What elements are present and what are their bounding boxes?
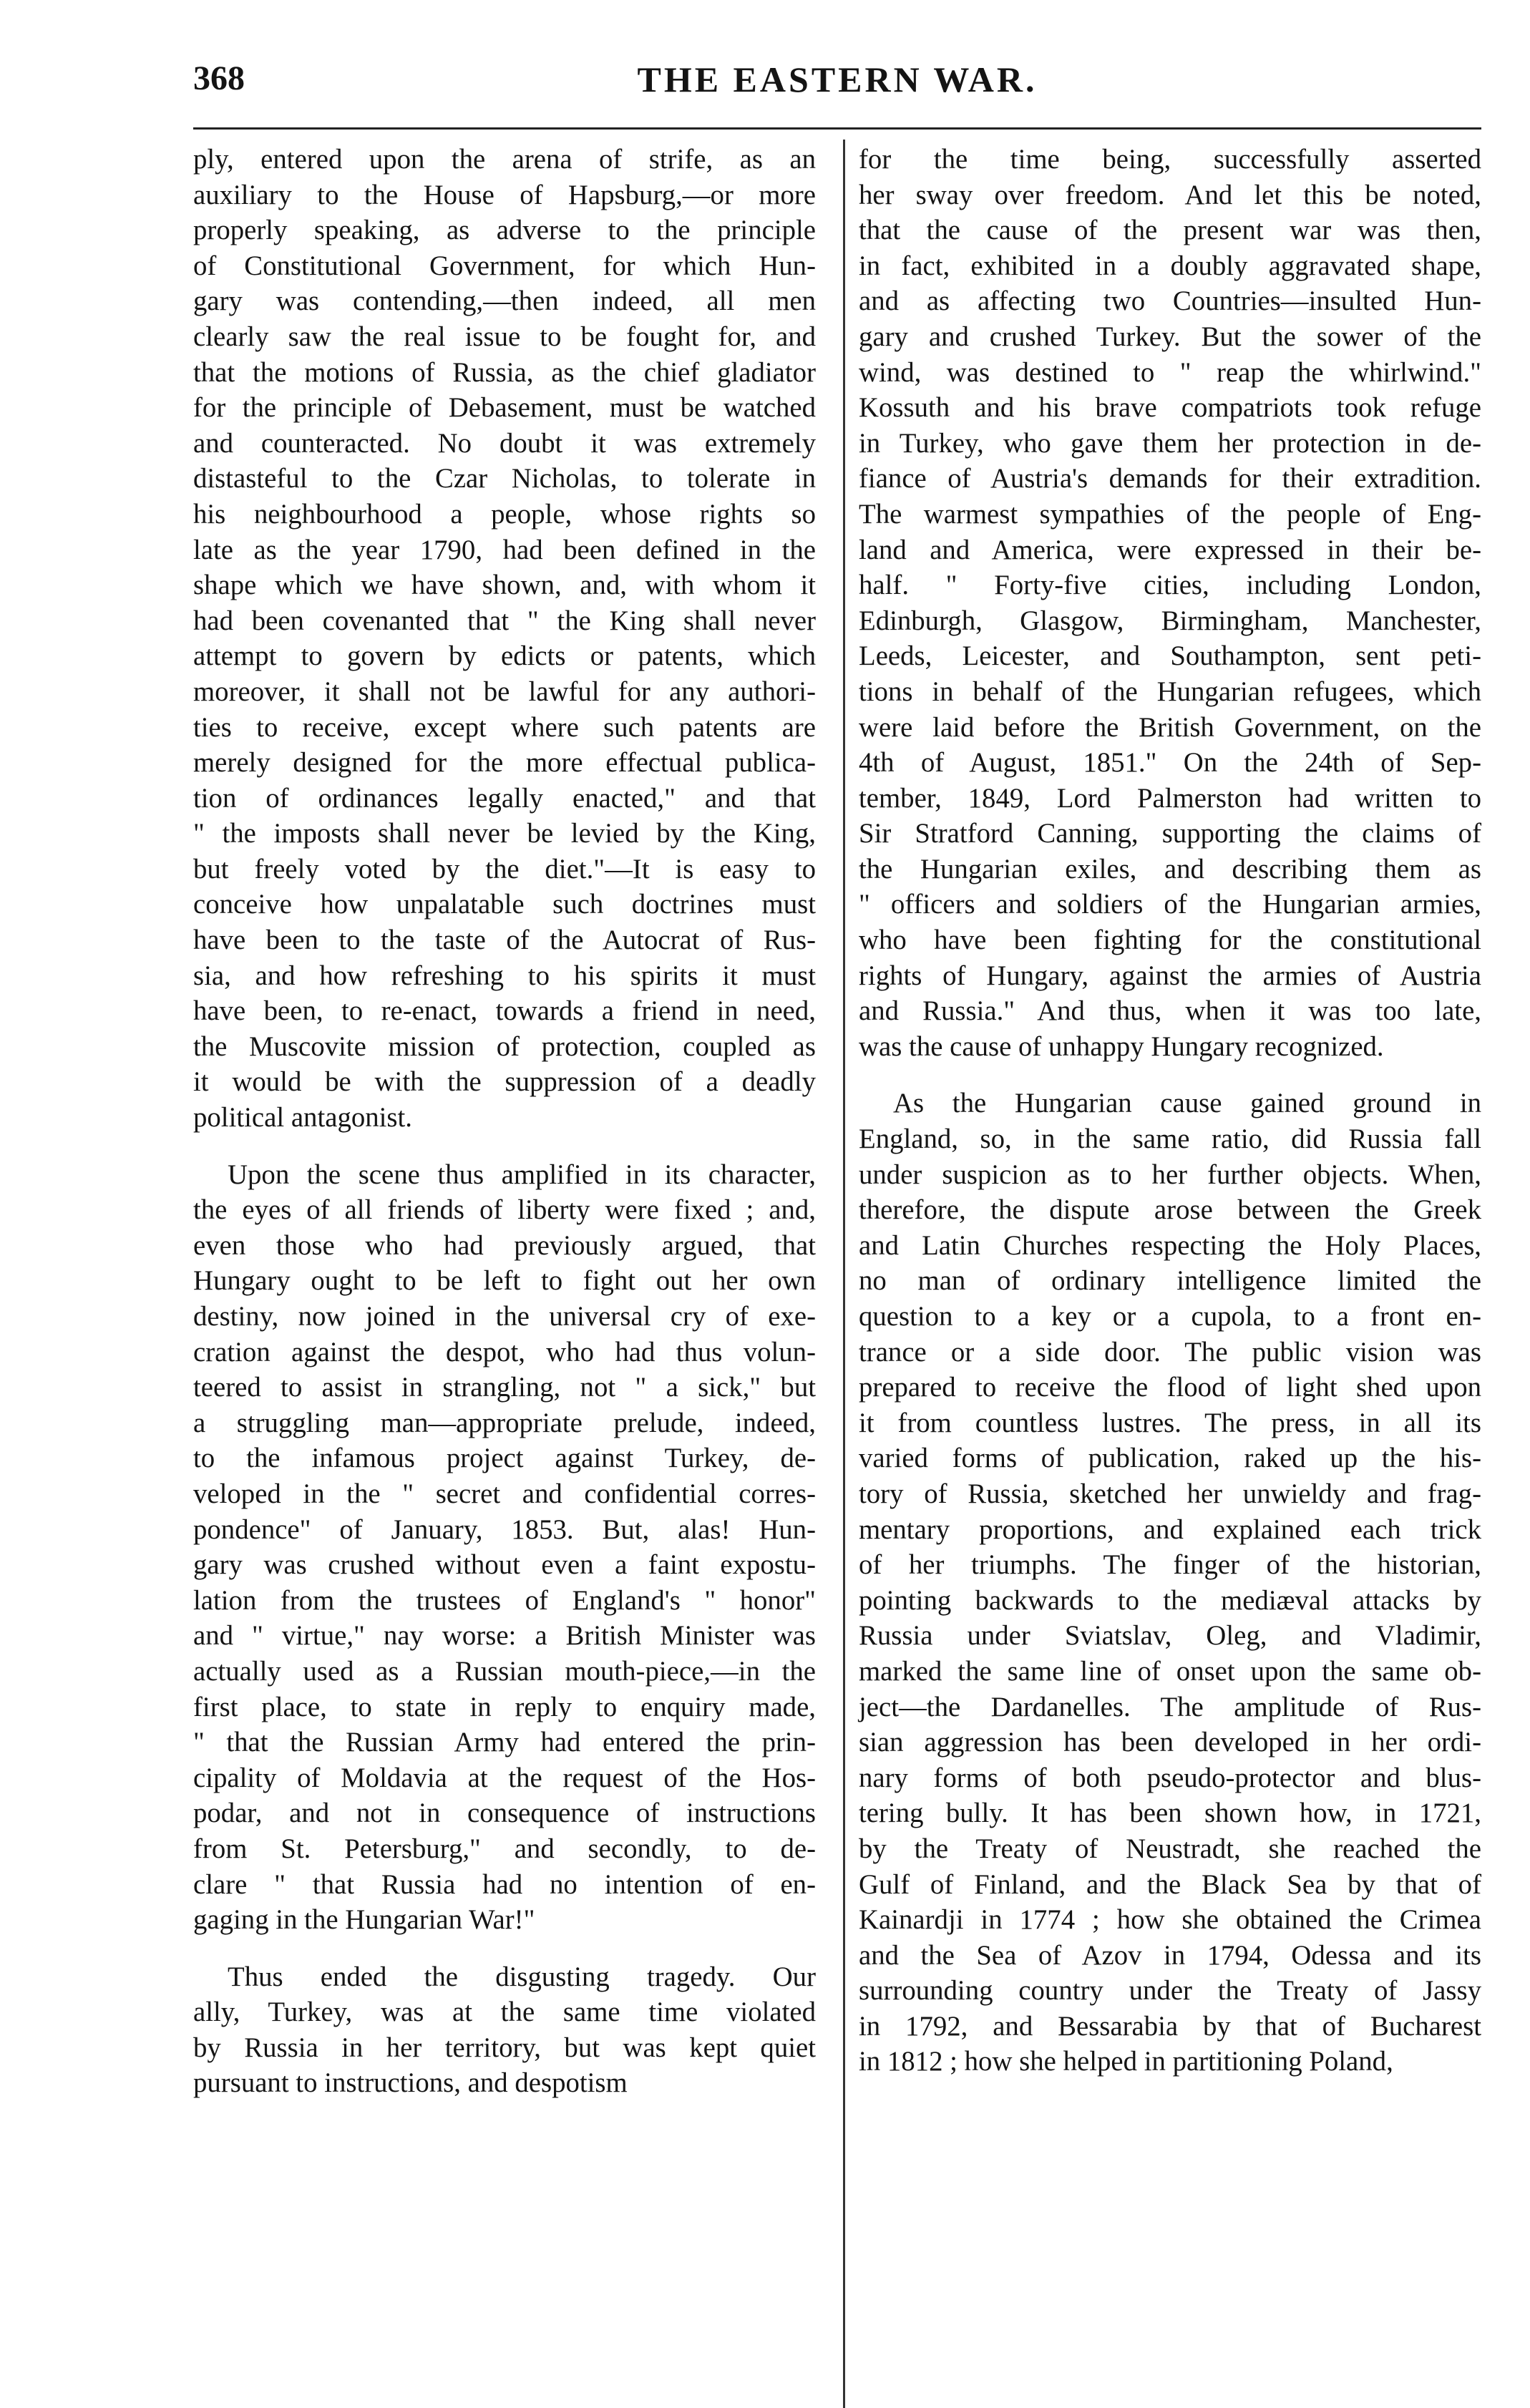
running-title: THE EASTERN WAR. [637, 59, 1038, 99]
text-line: even those who had previously argued, that [193, 1229, 816, 1261]
text-line: and the Sea of Azov in 1794, Odessa and its [859, 1939, 1481, 1971]
text-line: nary forms of both pseudo-protector and blus- [859, 1762, 1481, 1793]
text-line: clearly saw the real issue to be fought for, and [193, 321, 816, 352]
text-line: fiance of Austria's demands for their extradition. [859, 463, 1481, 494]
text-line: tory of Russia, sketched her unwieldy and frag- [859, 1478, 1481, 1509]
text-line: varied forms of publication, raked up the his- [859, 1443, 1481, 1474]
text-line: the eyes of all friends of liberty were fixed ; and, [193, 1194, 816, 1226]
text-line: that the cause of the present war was then, [859, 215, 1481, 246]
text-line: the Hungarian exiles, and describing them as [859, 853, 1481, 884]
left-paragraph-3 [193, 1959, 816, 2101]
header-rule [193, 127, 1481, 130]
text-line: destiny, now joined in the universal cry of exe- [193, 1301, 816, 1332]
text-line: from St. Petersburg," and secondly, to de- [193, 1833, 816, 1864]
text-line: ties to receive, except where such patents are [193, 711, 816, 743]
text-line: podar, and not in consequence of instructions [193, 1798, 816, 1829]
left-paragraph-2 [193, 1157, 816, 1938]
text-line: Hungary ought to be left to fight out her own [193, 1265, 816, 1297]
text-line: trance or a side door. The public vision was [859, 1336, 1481, 1368]
text-line: auxiliary to the House of Hapsburg,—or more [193, 179, 816, 210]
text-line: gaging in the Hungarian War!" [193, 1904, 535, 1936]
page-number: 368 [193, 59, 245, 97]
text-line: tions in behalf of the Hungarian refugees, which [859, 676, 1481, 707]
text-line: gary was crushed without even a faint expostu- [193, 1549, 816, 1581]
text-line: for the principle of Debasement, must be watched [193, 392, 816, 424]
text-line: have been to the taste of the Autocrat of Rus- [193, 925, 816, 956]
text-line: his neighbourhood a people, whose rights so [193, 498, 816, 530]
text-line: tion of ordinances legally enacted," and that [193, 782, 816, 814]
text-line: by the Treaty of Neustradt, she reached the [859, 1833, 1481, 1864]
text-line: by Russia in her territory, but was kept quiet [193, 2032, 816, 2063]
text-line: in 1812 ; how she helped in partitioning Poland, [859, 2046, 1393, 2077]
page-header [193, 59, 1481, 116]
text-line: lation from the trustees of England's " honor" [193, 1584, 816, 1616]
text-line: question to a key or a cupola, to a front en- [859, 1301, 1481, 1332]
text-line: half. " Forty-five cities, including London, [859, 570, 1481, 601]
text-line: Gulf of Finland, and the Black Sea by that of [859, 1868, 1481, 1900]
text-line: pointing backwards to the mediæval attacks by [859, 1584, 1481, 1616]
left-paragraph-1 [193, 142, 816, 1136]
text-line: her sway over freedom. And let this be noted, [859, 179, 1481, 210]
text-line: cration against the despot, who had thus volun- [193, 1336, 816, 1368]
text-line: and Latin Churches respecting the Holy Places, [859, 1229, 1481, 1261]
text-line: teered to assist in strangling, not " a sick," but [193, 1372, 816, 1403]
text-line: and " virtue," nay worse: a British Minister was [193, 1620, 816, 1652]
text-line: first place, to state in reply to enquiry made, [193, 1691, 816, 1722]
text-line: Upon the scene thus amplified in its character, [228, 1159, 816, 1190]
text-line: The warmest sympathies of the people of Eng- [859, 498, 1481, 530]
text-line: clare " that Russia had no intention of en- [193, 1868, 816, 1900]
text-line: Kainardji in 1774 ; how she obtained the Crimea [859, 1904, 1481, 1936]
text-line: prepared to receive the flood of light shed upon [859, 1372, 1481, 1403]
text-line: 4th of August, 1851." On the 24th of Sep- [859, 747, 1481, 779]
left-column [193, 142, 816, 2101]
text-line: Leeds, Leicester, and Southampton, sent peti- [859, 640, 1481, 672]
text-line: tember, 1849, Lord Palmerston had written to [859, 782, 1481, 814]
text-line: distasteful to the Czar Nicholas, to tolerate in [193, 463, 816, 494]
right-paragraph-2 [859, 1086, 1481, 2080]
text-line: merely designed for the more effectual publica- [193, 747, 816, 779]
text-line: sia, and how refreshing to his spirits it must [193, 960, 816, 991]
text-line: and as affecting two Countries—insulted Hun- [859, 286, 1481, 317]
text-line: pursuant to instructions, and despotism [193, 2067, 628, 2099]
text-line: it would be with the suppression of a deadly [193, 1066, 816, 1098]
text-line: was the cause of unhappy Hungary recognized. [859, 1030, 1384, 1062]
text-line: " the imposts shall never be levied by the King, [193, 818, 816, 849]
text-line: land and America, were expressed in their be- [859, 534, 1481, 565]
text-line: " that the Russian Army had entered the prin- [193, 1727, 816, 1758]
text-line: a struggling man—appropriate prelude, indeed, [193, 1407, 816, 1438]
text-line: therefore, the dispute arose between the Greek [859, 1194, 1481, 1226]
text-line: rights of Hungary, against the armies of Austria [859, 960, 1481, 991]
text-line: Russia under Sviatslav, Oleg, and Vladimir, [859, 1620, 1481, 1652]
text-line: wind, was destined to " reap the whirlwind." [859, 356, 1481, 388]
text-line: and counteracted. No doubt it was extremely [193, 427, 816, 459]
text-line: no man of ordinary intelligence limited the [859, 1265, 1481, 1297]
text-line: Sir Stratford Canning, supporting the claims of [859, 818, 1481, 849]
text-line: that the motions of Russia, as the chief gladiator [193, 356, 816, 388]
text-line: it from countless lustres. The press, in all its [859, 1407, 1481, 1438]
text-line: late as the year 1790, had been defined in the [193, 534, 816, 565]
text-line: in Turkey, who gave them her protection in de- [859, 427, 1481, 459]
text-line: mentary proportions, and explained each trick [859, 1513, 1481, 1545]
text-line: for the time being, successfully asserted [859, 144, 1481, 175]
text-line: sian aggression has been developed in her ordi- [859, 1727, 1481, 1758]
text-line: marked the same line of onset upon the same ob- [859, 1655, 1481, 1687]
text-line: Kossuth and his brave compatriots took refuge [859, 392, 1481, 424]
column-divider [843, 140, 845, 2408]
text-line: under suspicion as to her further objects. When, [859, 1159, 1481, 1190]
text-line: gary and crushed Turkey. But the sower of the [859, 321, 1481, 352]
text-line: have been, to re-enact, towards a friend in need, [193, 995, 816, 1027]
text-line: of her triumphs. The finger of the historian, [859, 1549, 1481, 1581]
text-line: ply, entered upon the arena of strife, as an [193, 144, 816, 175]
text-line: gary was contending,—then indeed, all men [193, 286, 816, 317]
text-line: pondence" of January, 1853. But, alas! Hun- [193, 1513, 816, 1545]
text-line: but freely voted by the diet."—It is easy to [193, 853, 816, 884]
text-line: properly speaking, as adverse to the principle [193, 215, 816, 246]
text-line: the Muscovite mission of protection, coupled as [193, 1030, 816, 1062]
text-line: actually used as a Russian mouth-piece,—in the [193, 1655, 816, 1687]
text-line: were laid before the British Government, on the [859, 711, 1481, 743]
text-line: to the infamous project against Turkey, de- [193, 1443, 816, 1474]
text-line: who have been fighting for the constitutional [859, 925, 1481, 956]
text-line: in fact, exhibited in a doubly aggravated shape, [859, 250, 1481, 281]
text-line: and Russia." And thus, when it was too late, [859, 995, 1481, 1027]
text-line: conceive how unpalatable such doctrines must [193, 889, 816, 920]
right-column [859, 142, 1481, 2080]
text-line: political antagonist. [193, 1102, 412, 1134]
text-line: ally, Turkey, was at the same time violated [193, 1997, 816, 2028]
text-line: of Constitutional Government, for which Hun- [193, 250, 816, 281]
text-line: England, so, in the same ratio, did Russia fall [859, 1123, 1481, 1155]
text-line: tering bully. It has been shown how, in 1721, [859, 1798, 1481, 1829]
text-line: Thus ended the disgusting tragedy. Our [228, 1961, 816, 1992]
text-line: in 1792, and Bessarabia by that of Bucharest [859, 2010, 1481, 2042]
text-line: moreover, it shall not be lawful for any authori- [193, 676, 816, 707]
text-line: ject—the Dardanelles. The amplitude of Rus- [859, 1691, 1481, 1722]
text-line: As the Hungarian cause gained ground in [893, 1088, 1481, 1119]
right-paragraph-1 [859, 142, 1481, 1064]
text-line: attempt to govern by edicts or patents, which [193, 640, 816, 672]
text-line: surrounding country under the Treaty of Jassy [859, 1975, 1481, 2007]
text-line: veloped in the " secret and confidential corres- [193, 1478, 816, 1509]
text-line: shape which we have shown, and, with whom it [193, 570, 816, 601]
text-line: Edinburgh, Glasgow, Birmingham, Manchester, [859, 605, 1481, 636]
text-line: " officers and soldiers of the Hungarian armies, [859, 889, 1481, 920]
text-line: cipality of Moldavia at the request of the Hos- [193, 1762, 816, 1793]
text-line: had been covenanted that " the King shall never [193, 605, 816, 636]
